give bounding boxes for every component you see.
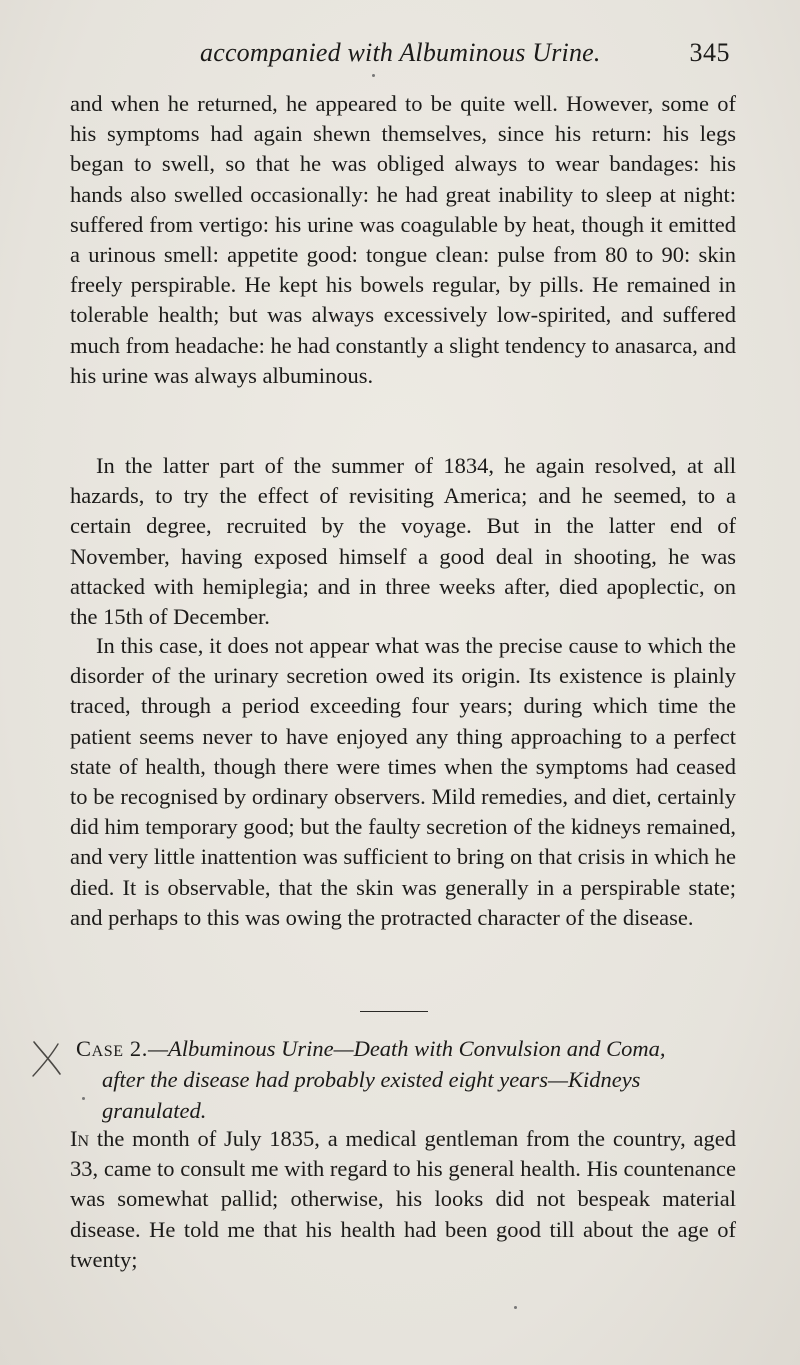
paragraph-1 bbox=[70, 89, 736, 391]
paper-speck bbox=[372, 74, 375, 77]
case-title-line-1: —Albuminous Urine—Death with Convulsion and Coma, bbox=[147, 1036, 666, 1061]
page-header bbox=[200, 38, 730, 72]
case-label: Case 2. bbox=[76, 1036, 148, 1061]
case-title-line-3: granulated. bbox=[102, 1098, 207, 1123]
paragraph-4 bbox=[70, 1124, 736, 1275]
paragraph-1-text: and when he returned, he appeared to be quite well. However, some of his symptoms had again shewn themselves, since his return: his legs began to swell, so that he was obliged always to wear bandages: his hands also swelled occasionally: he had great inability to sleep at night: suffered from vertigo: his urine was coagulable by heat, though it emitted a urinous smell: appetite good: tongue clean: pulse from 80 to 90: skin freely perspirable. He kept his bowels regular, by pills. He remained in tolerable health; but was always excessively low-spirited, and suffered much from headache: he had constantly a slight tendency to anasarca, and his urine was always albuminous. bbox=[70, 91, 736, 388]
case-heading bbox=[76, 1033, 738, 1126]
page-number: 345 bbox=[689, 38, 730, 67]
paragraph-3 bbox=[70, 631, 736, 933]
paragraph-4-lead: In bbox=[70, 1126, 90, 1151]
paragraph-3-text: In this case, it does not appear what was the precise cause to which the disorder of the urinary secretion owed its origin. Its existence is plainly traced, through a period exceeding four years; during which time the patient seems never to have enjoyed any thing approaching to a perfect state of health, though there were times when the symptoms had ceased to be recognised by ordinary observers. Mild remedies, and diet, certainly did him temporary good; but the faulty secretion of the kidneys remained, and very little inattention was sufficient to bring on that crisis in which he died. It is observable, that the skin was generally in a perspirable state; and perhaps to this was owing the protracted character of the disease. bbox=[70, 633, 736, 930]
running-title: accompanied with Albuminous Urine. bbox=[200, 38, 601, 67]
paper-speck bbox=[82, 1097, 85, 1100]
paragraph-2 bbox=[70, 451, 736, 632]
paper-speck bbox=[514, 1306, 517, 1309]
section-divider bbox=[360, 1011, 428, 1012]
handwritten-cross-icon bbox=[30, 1038, 64, 1078]
paragraph-2-text: In the latter part of the summer of 1834, he again resolved, at all hazards, to try the effect of revisiting America; and he seemed, to a certain degree, recruited by the voyage. But in the latter end of November, having exposed himself a good deal in shooting, he was attacked with hemiplegia; and in three weeks after, died apoplectic, on the 15th of December. bbox=[70, 453, 736, 630]
paragraph-4-text bbox=[70, 1124, 736, 1275]
paragraph-4-body: the month of July 1835, a medical gentleman from the country, aged 33, came to consult me with regard to his general health. His countenance was somewhat pallid; otherwise, his looks did not bespeak material disease. He told me that his health had been good till about the age of twenty; bbox=[70, 1126, 736, 1272]
case-title-line-2: after the disease had probably existed eight years—Kidneys bbox=[102, 1067, 641, 1092]
